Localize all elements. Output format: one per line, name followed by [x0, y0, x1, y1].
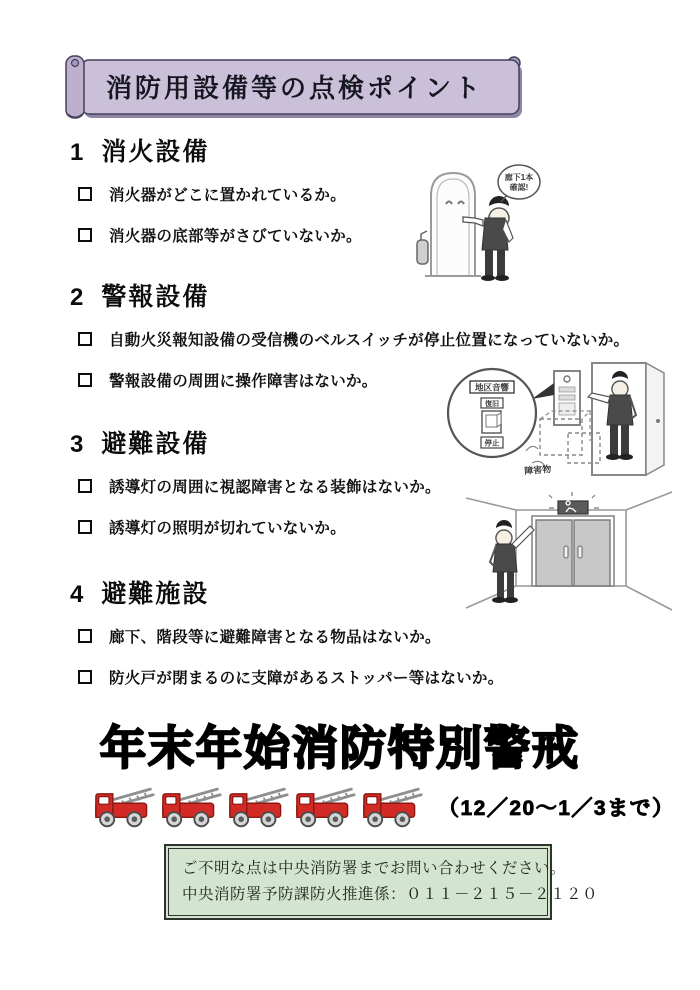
speech-bubble-line1: 廊下1本 [504, 173, 534, 182]
section-title: 消火設備 [101, 138, 210, 166]
checklist-item-text: 廊下、階段等に避難障害となる物品はないか。 [109, 629, 441, 646]
checkbox[interactable] [78, 479, 92, 493]
illustration-extinguisher-check [413, 160, 541, 288]
checkbox[interactable] [78, 332, 92, 346]
checkbox[interactable] [78, 670, 92, 684]
section-number: 2 [70, 284, 86, 311]
alarm-reset-button-label: 復旧 [485, 401, 499, 408]
checklist-item-text: 警報設備の周囲に操作障害はないか。 [109, 373, 378, 390]
section-heading [70, 136, 670, 169]
checklist-item-text: 防火戸が閉まるのに支障があるストッパー等はないか。 [109, 670, 504, 687]
section-title: 避難設備 [101, 430, 210, 458]
checklist-item [78, 668, 670, 689]
checkbox[interactable] [78, 629, 92, 643]
checklist-item-text: 消火器がどこに置かれているか。 [109, 187, 347, 204]
fire-trucks-row [94, 784, 424, 830]
checklist-item [78, 330, 670, 351]
page-title: 消防用設備等の点検ポイント [106, 73, 484, 103]
contact-line-1: ご不明な点は中央消防署までお問い合わせください。 [182, 860, 567, 877]
fire-truck-icon [295, 784, 357, 830]
contact-box-inner [168, 848, 599, 916]
checklist-item-text: 誘導灯の照明が切れていないか。 [109, 520, 347, 537]
section-evacuation-facilities [70, 578, 670, 709]
contact-line-2: 中央消防署予防課防火推進係：０１１－２１５－２１２０ [182, 886, 599, 903]
checkbox[interactable] [78, 187, 92, 201]
alarm-stop-button-label: 停止 [484, 438, 500, 448]
checkbox[interactable] [78, 373, 92, 387]
checklist-item [78, 226, 670, 247]
checkbox[interactable] [78, 228, 92, 242]
speech-bubble-line2: 確認! [509, 183, 529, 192]
contact-box [164, 844, 599, 920]
section-title: 警報設備 [101, 283, 210, 311]
campaign-title: 年末年始消防特別警戒 [100, 722, 580, 774]
checklist-item-text: 自動火災報知設備の受信機のベルスイッチが停止位置になっていないか。 [109, 332, 630, 349]
section-heading [70, 281, 670, 314]
header-banner [64, 54, 532, 120]
fire-truck-icon [362, 784, 424, 830]
obstacle-label: 障害物 [523, 464, 552, 476]
checklist-item [78, 627, 670, 648]
checklist-item-text: 誘導灯の周囲に視認障害となる装飾はないか。 [109, 479, 441, 496]
section-number: 1 [70, 139, 86, 166]
campaign-row [94, 784, 675, 830]
campaign-period: （12／20～1／3まで） [438, 797, 675, 820]
section-fire-extinguishing [70, 136, 670, 267]
fire-truck-icon [161, 784, 223, 830]
section-number: 3 [70, 431, 86, 458]
section-heading [70, 578, 670, 611]
fire-truck-icon [228, 784, 290, 830]
checkbox[interactable] [78, 520, 92, 534]
checklist-item-text: 消火器の底部等がさびていないか。 [109, 228, 362, 245]
section-number: 4 [70, 581, 86, 608]
section-heading [70, 428, 670, 461]
fire-truck-icon [94, 784, 156, 830]
checklist-item [78, 185, 670, 206]
alarm-panel-label: 地区音響 [474, 382, 510, 393]
section-title: 避難施設 [101, 580, 210, 608]
